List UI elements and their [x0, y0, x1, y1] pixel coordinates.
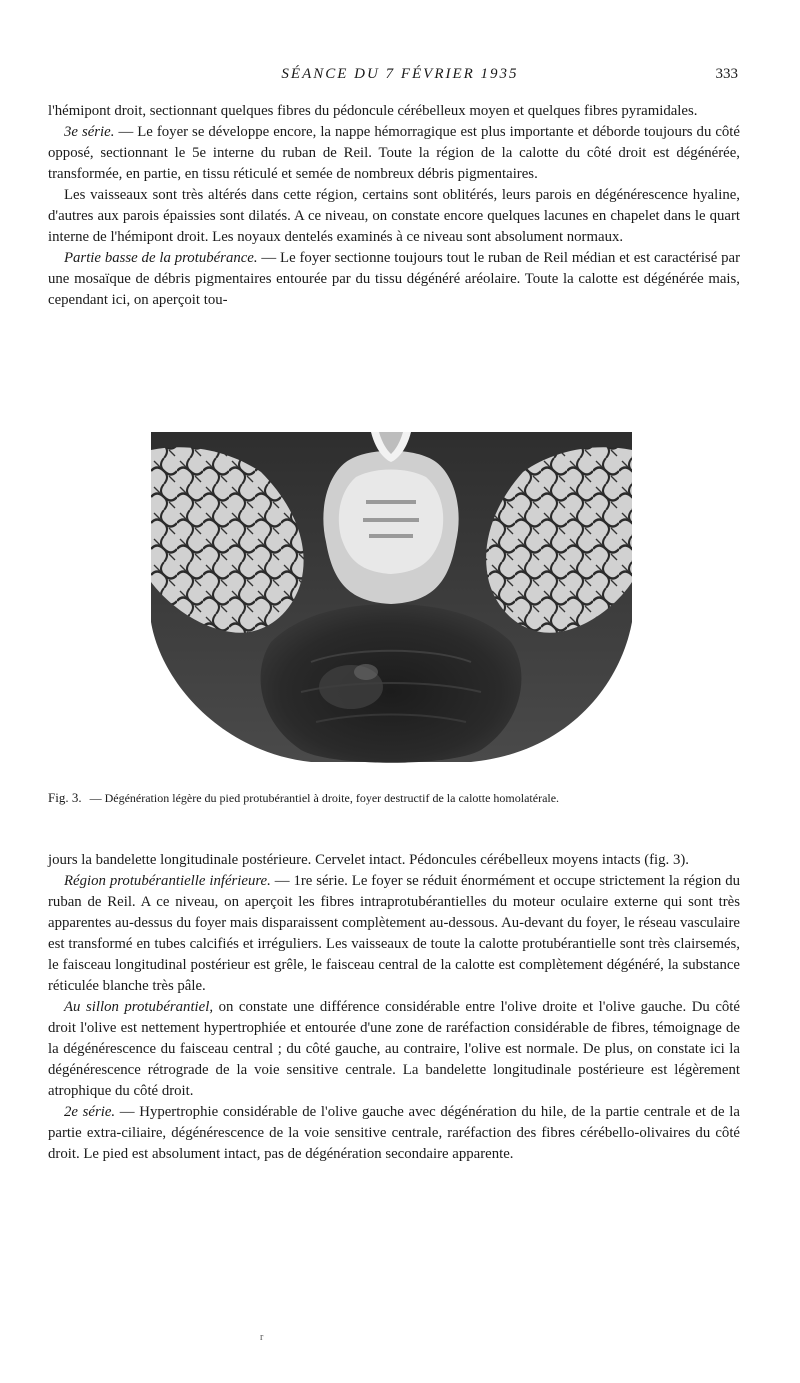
paragraph-lead: Région protubérantielle inférieure. — [64, 873, 271, 889]
running-header — [0, 66, 800, 90]
paragraph — [48, 871, 740, 997]
paragraph: l'hémipont droit, sectionnant quelques fibres du pédoncule cérébelleux moyen et quelques fibres pyramidales. — [48, 103, 698, 119]
text-block-upper — [48, 101, 740, 311]
paragraph-body: on constate une différence considérable entre l'olive droite et l'olive gauche. Du côté droit l'olive est nettement hypertrophiée et entourée d'une zone de raréfaction considérable de fibres, témoignage de la dégénérescence du faisceau central ; du côté gauche, au contraire, l'olive est normale. De plus, on constate ici la dégénérescence rétrograde de la voie sensitive centrale. La bandelette longitudinale postérieure est légèrement atrophique du côté droit. — [48, 999, 740, 1099]
paragraph: Les vaisseaux sont très altérés dans cette région, certains sont oblitérés, leurs parois en dégénérescence hyaline, d'autres aux parois épaissies sont dilatés. A ce niveau, on constate encore quelques lacunes en chapelet dans le quart interne de l'hémipont droit. Les noyaux dentelés examinés à ce niveau sont absolument normaux. — [48, 187, 740, 245]
paragraph — [48, 122, 740, 185]
figure-caption-text: — Dégénération légère du pied protubérantiel à droite, foyer destructif de la calotte homolatérale. — [89, 791, 560, 805]
paragraph-body: Le foyer se réduit énormément et occupe strictement la région du ruban de Reil. A ce niveau, on aperçoit les fibres intraprotubérantielles du moteur oculaire externe qui sont très apparentes au-dessus du foyer mais disparaissent complètement au-dessous. Au-devant du foyer, le réseau vasculaire est transformé en tubes calcifiés et irréguliers. Les vaisseaux de toute la calotte protubérantielle sont très clairsemés, le faisceau longitudinal postérieur est grêle, le faisceau central de la calotte est complètement dégénéré, la substance réticulée blanche très pâle. — [48, 873, 740, 994]
histology-figure — [151, 432, 632, 770]
paragraph-body: — Le foyer sectionne toujours tout le ruban de Reil médian et est caractérisé par une mosaïque de débris pigmentaires entourée par du tissu dégénéré aréolaire. Toute la calotte est dégénérée mais, cependant ici, on aperçoit tou- — [48, 250, 740, 308]
paragraph-body: — Hypertrophie considérable de l'olive gauche avec dégénération du hile, de la partie centrale et de la partie extra-ciliaire, dégénérescence de la voie sensitive centrale, raréfaction des fibres cérébello-olivaires du côté droit. Le pied est absolument intact, pas de dégénération secondaire apparente. — [48, 1104, 740, 1162]
paragraph: jours la bandelette longitudinale postérieure. Cervelet intact. Pédoncules cérébelleux moyens intacts (fig. 3). — [48, 852, 689, 868]
text-block-lower — [48, 850, 740, 1165]
page-number: 333 — [715, 66, 738, 82]
paragraph-lead: Partie basse de la protubérance. — [64, 250, 258, 266]
brainstem-section-image — [151, 432, 632, 770]
figure-caption — [48, 790, 748, 806]
paragraph-series: — 1re série. — [270, 873, 348, 889]
running-title: SÉANCE DU 7 FÉVRIER 1935 — [281, 66, 519, 82]
paragraph-lead: 2e série. — [64, 1104, 116, 1120]
paragraph-body: — Le foyer se développe encore, la nappe hémorragique est plus importante et déborde toujours du côté opposé, sectionnant le 5e interne du ruban de Reil. Toute la région de la calotte du côté droit est dégénérée, transformée, en partie, en tissu réticulé et semée de nombreux débris pigmentaires. — [48, 124, 740, 182]
footer-mark: r — [260, 1332, 264, 1343]
paragraph — [48, 1102, 740, 1165]
figure-label: Fig. 3. — [48, 790, 82, 805]
paragraph-lead: 3e série. — [64, 124, 115, 140]
paragraph — [48, 248, 740, 311]
paragraph — [48, 997, 740, 1102]
paragraph-lead: Au sillon protubérantiel, — [64, 999, 214, 1015]
